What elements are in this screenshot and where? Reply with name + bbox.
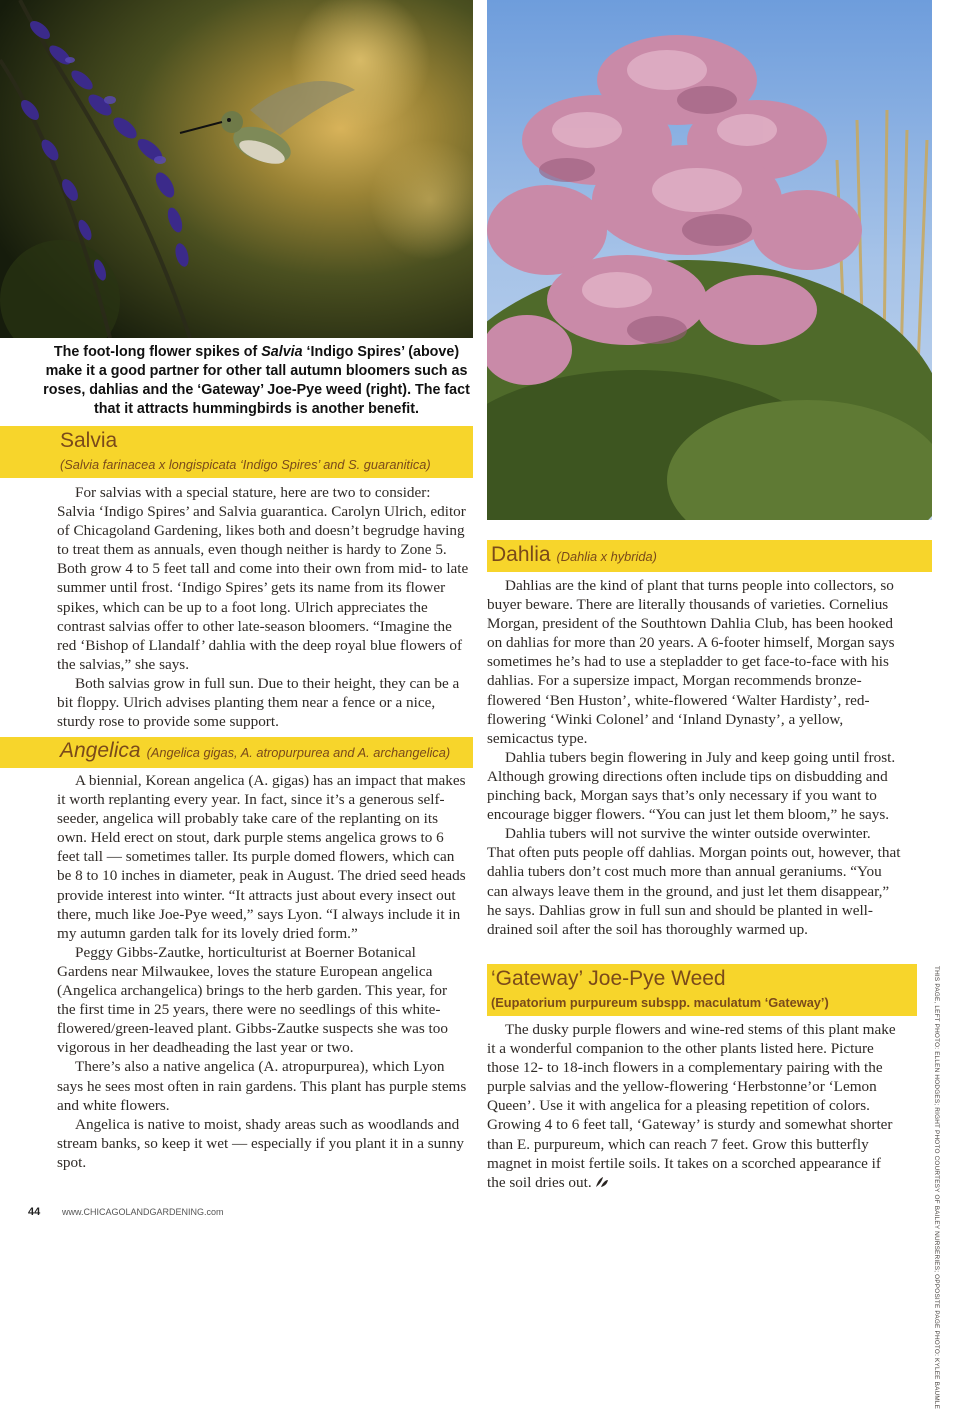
joepye-paragraph-text: The dusky purple flowers and wine-red stems of this plant make it a wonderful companion to the other plants listed here. Picture those 12- to 18-inch flowers in a complementary pairing with the purple salvias and the yellow-flowering ‘Herbstonne’or ‘Lemon Queen’. Use it with angelica for a pleasing repetition of colors. Growing 4 to 6 feet tall, ‘Gateway’ is sturdy and somewhat shorter than E. purpureum, which can reach 7 feet. Grow this butterfly magnet in moist fertile soils. It takes on a scorched appearance if the soil dries out. bbox=[487, 1021, 896, 1191]
salvia-title: Salvia bbox=[60, 429, 118, 452]
dahlia-paragraph: Dahlia tubers will not survive the winter outside overwinter. That often puts people off dahlias. Morgan points out, however, that dahlia tubers don’t cost much more than annual geraniums. “You can always leave them in the ground, and just let them disappear,” he says. Dahlias grow in full sun and should be planted in well-drained soil after the soil has thoroughly warmed up. bbox=[487, 825, 901, 938]
caption-italic: Salvia bbox=[261, 344, 303, 360]
caption-text-2: ‘Indigo Spires’ (above) make it a good partner for other tall autumn bloomers such as roses, dahlias and the ‘Gateway’ Joe-Pye weed (right). The fact that it attracts hummingbirds is another benefit. bbox=[43, 344, 470, 417]
angelica-paragraph: Peggy Gibbs-Zautke, horticulturist at Boerner Botanical Gardens near Milwaukee, loves the stature European angelica (Angelica archangelica) brings to the herb garden. This year, for the first time in 25 years, there were no seedlings of this white-flowered/green-leaved plant. Gibbs-Zautke suspects she was too vigorous in her deadheading the last year or two. bbox=[57, 943, 448, 1057]
page-number: 44 bbox=[28, 1206, 41, 1218]
angelica-paragraph: There’s also a native angelica (A. atropurpurea), which Lyon says he sees most often in rain gardens. This plant has purple stems and white flowers. bbox=[57, 1058, 467, 1114]
angelica-paragraph: Angelica is native to moist, shady areas such as woodlands and stream banks, so keep it wet — especially if you plant it in a sunny spot. bbox=[57, 1115, 465, 1171]
hummingbird-salvia-illustration bbox=[0, 0, 473, 338]
footer-url: www.CHICAGOLANDGARDENING.com bbox=[62, 1207, 224, 1217]
angelica-body bbox=[57, 771, 469, 1172]
dahlia-heading-band bbox=[487, 540, 932, 572]
joepye-subtitle: (Eupatorium purpureum subspp. maculatum ‘Gateway’) bbox=[491, 995, 829, 1010]
hummingbird-salvia-photo bbox=[0, 0, 473, 338]
dahlia-heading bbox=[491, 543, 657, 567]
dahlia-subtitle: (Dahlia x hybrida) bbox=[556, 549, 657, 564]
salvia-body bbox=[57, 483, 469, 731]
joe-pye-weed-illustration bbox=[487, 0, 932, 520]
salvia-paragraph: Both salvias grow in full sun. Due to their height, they can be a bit floppy. Ulrich advises planting them near a fence or a nice, sturdy rose to provide some support. bbox=[57, 674, 460, 731]
angelica-heading-band bbox=[0, 737, 473, 768]
joepye-heading-band bbox=[487, 964, 917, 1016]
angelica-subtitle: (Angelica gigas, A. atropurpurea and A. archangelica) bbox=[146, 745, 451, 760]
angelica-title: Angelica bbox=[60, 739, 141, 762]
joepye-title: ‘Gateway’ Joe-Pye Weed bbox=[491, 967, 726, 990]
dahlia-paragraph: Dahlia tubers begin flowering in July and keep going until frost. Although growing directions often include tips on disbudding and pinching back, Morgan says that’s only necessary if you want to encourage bigger flowers. “You can just let them bloom,” he says. bbox=[487, 748, 896, 824]
caption-text-1: The foot-long flower spikes of bbox=[53, 344, 262, 360]
photo-credit-text: THIS PAGE, LEFT PHOTO: ELLEN HODGES; RIGHT PHOTO COURTESY OF BAILEY NURSERIES; OPPOSITE PAGE PHOTO: KYLEE BAUMLE bbox=[933, 966, 940, 1409]
photo-credit bbox=[930, 966, 942, 1409]
joepye-paragraph bbox=[487, 1020, 902, 1192]
angelica-paragraph: A biennial, Korean angelica (A. gigas) has an impact that makes it worth replanting every year. In fact, since it’s a generous self-seeder, angelica will probably take care of the replanting on its own. Held erect on stout, dark purple stems angelica grows to 6 feet tall — sometimes taller. Its purple domed flowers, which can be 8 to 10 inches in diameter, peak in August. The dried seed heads provide interest into winter. “It attracts just about every insect out there, much like Joe-Pye weed,” says Lyon. “I always include it in my autumn garden talk for its lovely dried form.” bbox=[57, 772, 466, 942]
salvia-subtitle: (Salvia farinacea x longispicata ‘Indigo Spires’ and S. guaranitica) bbox=[60, 457, 431, 472]
angelica-heading bbox=[60, 739, 450, 763]
end-of-article-icon bbox=[595, 1176, 609, 1188]
joe-pye-weed-photo bbox=[487, 0, 932, 520]
dahlia-title: Dahlia bbox=[491, 543, 551, 566]
salvia-heading-band bbox=[0, 426, 473, 478]
salvia-paragraph: For salvias with a special stature, here are two to consider: Salvia ‘Indigo Spires’ and Salvia guarantica. Carolyn Ulrich, editor of Chicagoland Gardening, likes both and doesn’t begrudge having to treat them as annuals, even though neither is hardy to Zone 5. Both grow 4 to 5 feet tall and come into their own from mid- to late summer until frost. ‘Indigo Spires’ gets its name from its flower spikes, which can be up to a foot long. Ulrich appreciates the contrast salvias offer to other late-season bloomers. “Imagine the red ‘Bishop of Llandalf’ dahlia with the deep royal blue flowers of the salvias,” she says. bbox=[57, 484, 469, 673]
photo-caption bbox=[40, 343, 473, 419]
dahlia-paragraph: Dahlias are the kind of plant that turns people into collectors, so buyer beware. There are literally thousands of varieties. Cornelius Morgan, president of the Southtown Dahlia Club, has been hooked on dahlias for more than 20 years. A 6-footer himself, Morgan says sometimes he’s had to use a stepladder to get face-to-face with his dahlias. For a supersize impact, Morgan recommends bronze-flowered ‘Ben Huston’, white-flowered ‘Walter Hardisty’, red-flowering ‘Winki Colonel’ and ‘Inland Dynasty’, a yellow, semicactus type. bbox=[487, 577, 895, 747]
dahlia-body bbox=[487, 576, 902, 939]
joepye-body bbox=[487, 1020, 902, 1192]
